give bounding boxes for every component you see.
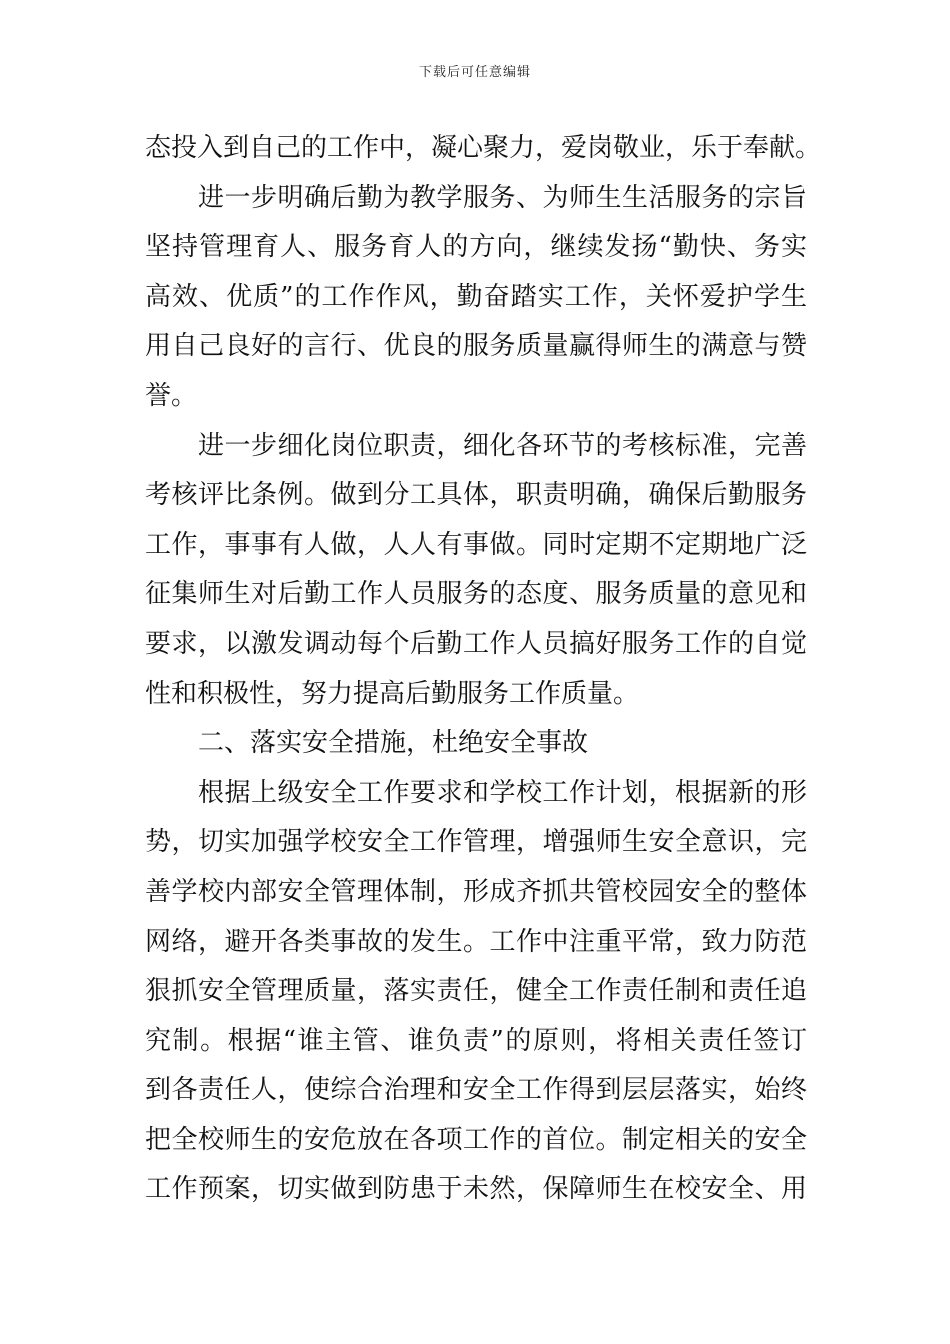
text-line: 把全校师生的安危放在各项工作的首位。制定相关的安全: [145, 1124, 807, 1155]
text-line: 究制。根据“谁主管、谁负责”的原则，将相关责任签订: [145, 1025, 807, 1056]
text-line: 用自己良好的言行、优良的服务质量赢得师生的满意与赞: [145, 331, 807, 362]
paragraph-last-line: 誉。: [145, 380, 198, 411]
text-line: 狠抓安全管理质量，落实责任，健全工作责任制和责任追: [145, 976, 807, 1007]
text-line: 态投入到自己的工作中，凝心聚力，爱岗敬业，乐于奉献。: [145, 133, 822, 163]
paragraph-first-line: 进一步细化岗位职责，细化各环节的考核标准，完善: [198, 430, 807, 461]
text-line: 网络，避开各类事故的发生。工作中注重平常，致力防范: [145, 926, 807, 957]
text-line: 到各责任人，使综合治理和安全工作得到层层落实，始终: [145, 1075, 807, 1106]
text-line: 工作，事事有人做，人人有事做。同时定期不定期地广泛: [145, 529, 807, 560]
text-line: 工作预案，切实做到防患于未然，保障师生在校安全、用: [145, 1174, 807, 1205]
text-line: 高效、优质”的工作作风，勤奋踏实工作，关怀爱护学生: [145, 281, 807, 312]
text-line: 势，切实加强学校安全工作管理，增强师生安全意识，完: [145, 827, 807, 858]
paragraph-last-line: 性和积极性，努力提高后勤服务工作质量。: [145, 678, 640, 709]
text-line: 考核评比条例。做到分工具体，职责明确，确保后勤服务: [145, 480, 807, 511]
page-header-note: 下载后可任意编辑: [418, 65, 531, 80]
text-line: 征集师生对后勤工作人员服务的态度、服务质量的意见和: [145, 579, 807, 610]
text-line: 要求，以激发调动每个后勤工作人员搞好服务工作的自觉: [145, 628, 807, 659]
text-line: 善学校内部安全管理体制，形成齐抓共管校园安全的整体: [145, 876, 807, 907]
paragraph-first-line: 根据上级安全工作要求和学校工作计划，根据新的形: [198, 777, 807, 808]
text-line: 坚持管理育人、服务育人的方向，继续发扬“勤快、务实: [145, 232, 807, 263]
document-body: [145, 124, 822, 1215]
paragraph-first-line: 进一步明确后勤为教学服务、为师生生活服务的宗旨: [198, 182, 807, 213]
section-heading: 二、落实安全措施，杜绝安全事故: [198, 728, 589, 759]
